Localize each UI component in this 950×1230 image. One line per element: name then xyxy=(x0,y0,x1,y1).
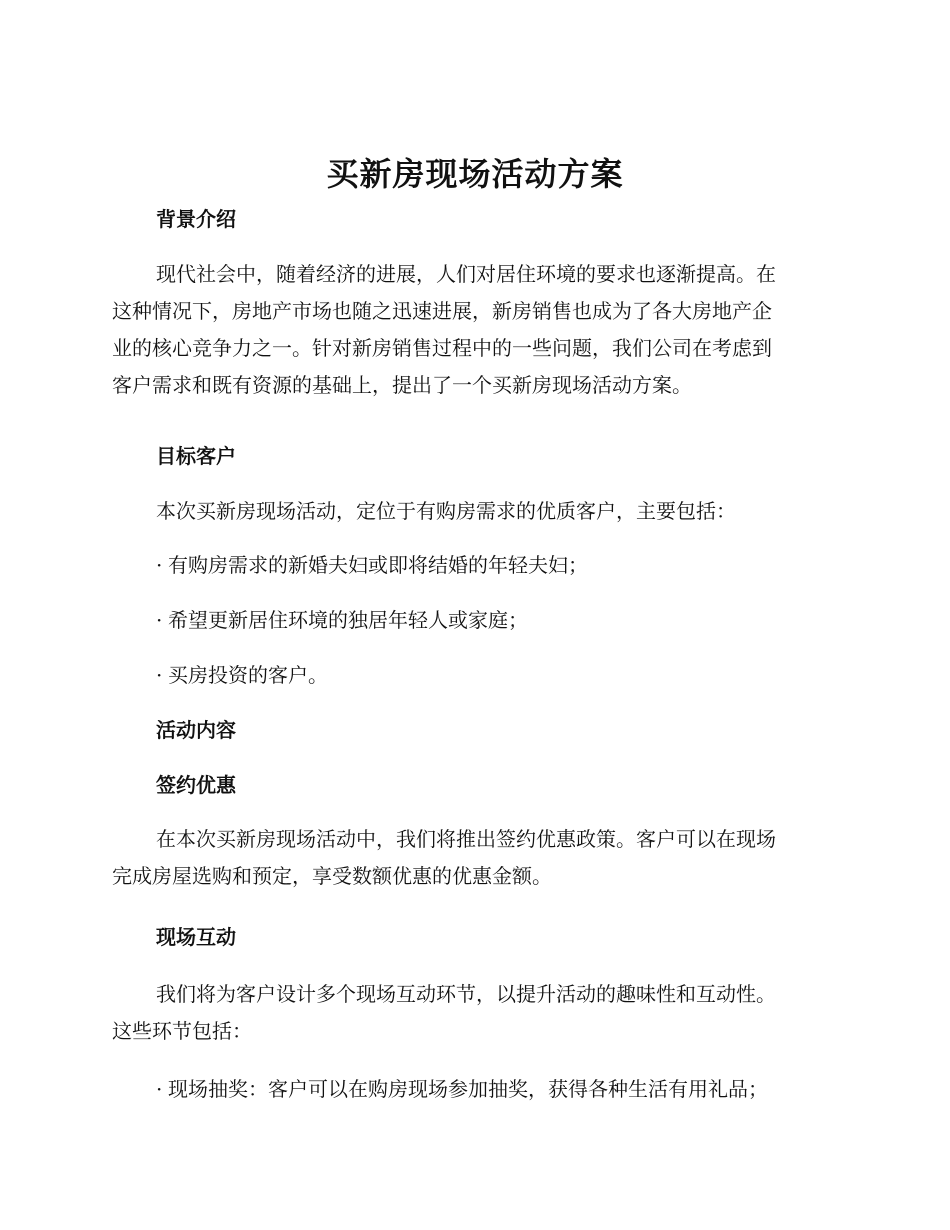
text-line: 完成房屋选购和预定，享受数额优惠的优惠金额。 xyxy=(112,864,552,888)
heading-background: 背景介绍 xyxy=(156,207,236,231)
text-line: 我们将为客户设计多个现场互动环节，以提升活动的趣味性和互动性。 xyxy=(156,982,776,1006)
paragraph-signing xyxy=(112,821,832,895)
paragraph-target-intro xyxy=(112,493,832,530)
list-item-text: 买房投资的客户。 xyxy=(168,663,328,687)
text-line: 业的核心竞争力之一。针对新房销售过程中的一些问题，我们公司在考虑到 xyxy=(112,336,772,360)
list-item xyxy=(156,1074,836,1104)
text-line: 本次买新房现场活动，定位于有购房需求的优质客户，主要包括： xyxy=(156,499,736,523)
list-item xyxy=(156,660,836,690)
list-item-text: 现场抽奖：客户可以在购房现场参加抽奖，获得各种生活有用礼品； xyxy=(168,1077,768,1101)
list-item xyxy=(156,550,836,580)
text-line: 在本次买新房现场活动中，我们将推出签约优惠政策。客户可以在现场 xyxy=(156,827,776,851)
paragraph-interaction xyxy=(112,976,832,1050)
heading-signing-discount: 签约优惠 xyxy=(156,773,236,797)
list-item-text: 有购房需求的新婚夫妇或即将结婚的年轻夫妇； xyxy=(168,553,588,577)
paragraph-background xyxy=(112,256,832,404)
text-line: 客户需求和既有资源的基础上，提出了一个买新房现场活动方案。 xyxy=(112,373,692,397)
text-line: 这些环节包括： xyxy=(112,1019,252,1043)
list-item xyxy=(156,605,836,635)
heading-activity-content: 活动内容 xyxy=(156,718,236,742)
bullet-mark: · xyxy=(156,663,163,687)
bullet-mark: · xyxy=(156,553,163,577)
bullet-mark: · xyxy=(156,608,163,632)
heading-onsite-interaction: 现场互动 xyxy=(156,925,236,949)
list-item-text: 希望更新居住环境的独居年轻人或家庭； xyxy=(168,608,528,632)
text-line: 这种情况下，房地产市场也随之迅速进展，新房销售也成为了各大房地产企 xyxy=(112,299,772,323)
bullet-mark: · xyxy=(156,1077,163,1101)
document-title: 买新房现场活动方案 xyxy=(326,155,624,193)
heading-target-customers: 目标客户 xyxy=(156,444,236,468)
text-line: 现代社会中，随着经济的进展，人们对居住环境的要求也逐渐提高。在 xyxy=(156,262,776,286)
